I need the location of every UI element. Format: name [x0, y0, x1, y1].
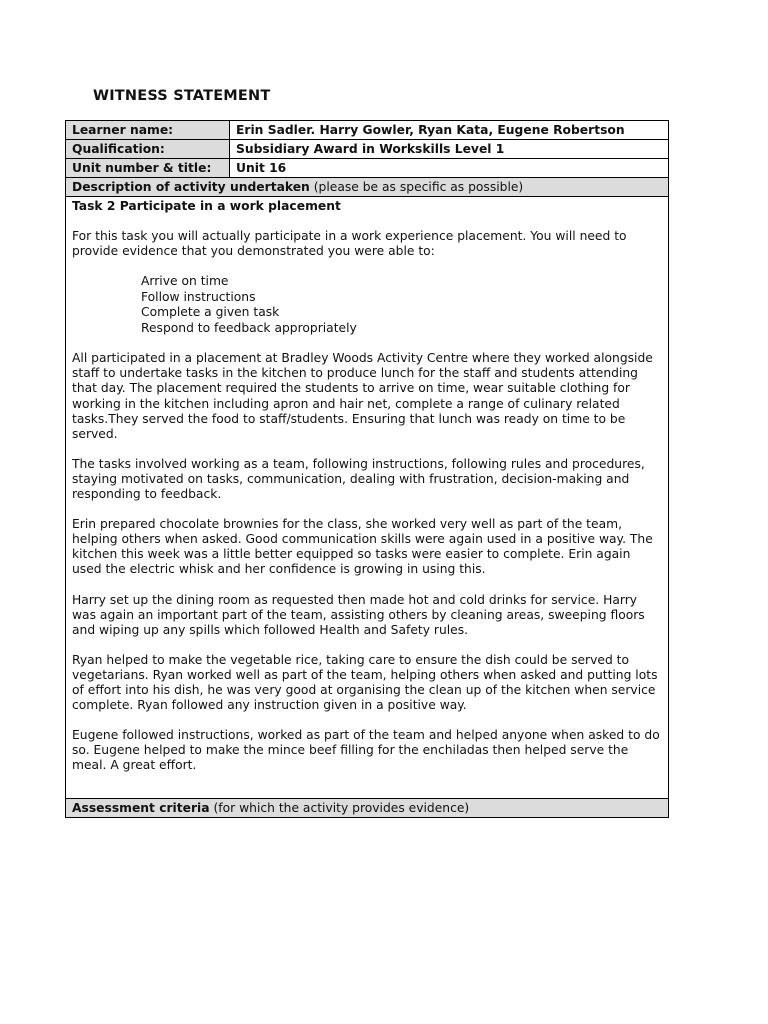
page-title: WITNESS STATEMENT [93, 88, 271, 104]
qualification-row [66, 140, 669, 159]
unit-label: Unit number & title: [66, 159, 230, 178]
list-item: Complete a given task [141, 305, 280, 320]
harry-paragraph: Harry set up the dining room as requested then made hot and cold drinks for service. Harry was again an important part of the team, assisting others by cleaning areas, sweeping floors and wiping up any spills which followed Health and Safety rules. [72, 592, 645, 637]
skill-list [72, 274, 662, 336]
list-item: Arrive on time [141, 274, 229, 289]
list-item: Follow instructions [141, 289, 256, 304]
task-heading: Task 2 Participate in a work placement [72, 199, 341, 213]
witness-statement-table [65, 120, 669, 818]
learner-name-label: Learner name: [66, 121, 230, 140]
description-body-row [66, 197, 669, 799]
tasks-paragraph: The tasks involved working as a team, following instructions, following rules and procedures, staying motivated on tasks, communication, dealing with frustration, decision-making and responding to feedback. [72, 456, 645, 502]
assessment-criteria-note: (for which the activity provides evidence) [209, 801, 470, 815]
erin-paragraph: Erin prepared chocolate brownies for the class, she worked very well as part of the team, helping others when asked. Good communication skills were again used in a positive way. The kitchen this week was a little better equipped so tasks were easier to complete. Erin again used the electric whisk and her confidence is growing in using this. [72, 517, 653, 577]
unit-value: Unit 16 [230, 159, 669, 178]
intro-paragraph: For this task you will actually participate in a work experience placement. You will need to provide evidence that you demonstrated you were able to: [72, 229, 627, 259]
ryan-paragraph: Ryan helped to make the vegetable rice, taking care to ensure the dish could be served to vegetarians. Ryan worked well as part of the team, helping others when asked and putting lots of effort into his dish, he was very good at organising the clean up of the kitchen when service complete. Ryan followed any instruction given in a positive way. [72, 652, 658, 713]
description-header [66, 178, 669, 197]
qualification-value: Subsidiary Award in Workskills Level 1 [230, 140, 669, 159]
unit-row [66, 159, 669, 178]
description-label: Description of activity undertaken [72, 180, 310, 194]
assessment-criteria-header [66, 799, 669, 818]
description-body [66, 197, 669, 799]
assessment-criteria-row [66, 799, 669, 818]
learner-name-row [66, 121, 669, 140]
description-header-row [66, 178, 669, 197]
assessment-criteria-label: Assessment criteria [72, 801, 210, 815]
description-note: (please be as specific as possible) [309, 180, 524, 194]
placement-paragraph: All participated in a placement at Bradley Woods Activity Centre where they worked alongside staff to undertake tasks in the kitchen to produce lunch for the staff and students attending that day. The placement required the students to arrive on time, wear suitable clothing for working in the kitchen including apron and hair net, complete a range of culinary related tasks.They served the food to staff/students. Ensuring that lunch was ready on time to be served. [72, 351, 653, 441]
learner-name-value: Erin Sadler. Harry Gowler, Ryan Kata, Eugene Robertson [230, 121, 669, 140]
list-item: Respond to feedback appropriately [141, 320, 357, 335]
qualification-label: Qualification: [66, 140, 230, 159]
eugene-paragraph: Eugene followed instructions, worked as part of the team and helped anyone when asked to do so. Eugene helped to make the mince beef filling for the enchiladas then helped serve the meal. A great effort. [72, 728, 660, 773]
